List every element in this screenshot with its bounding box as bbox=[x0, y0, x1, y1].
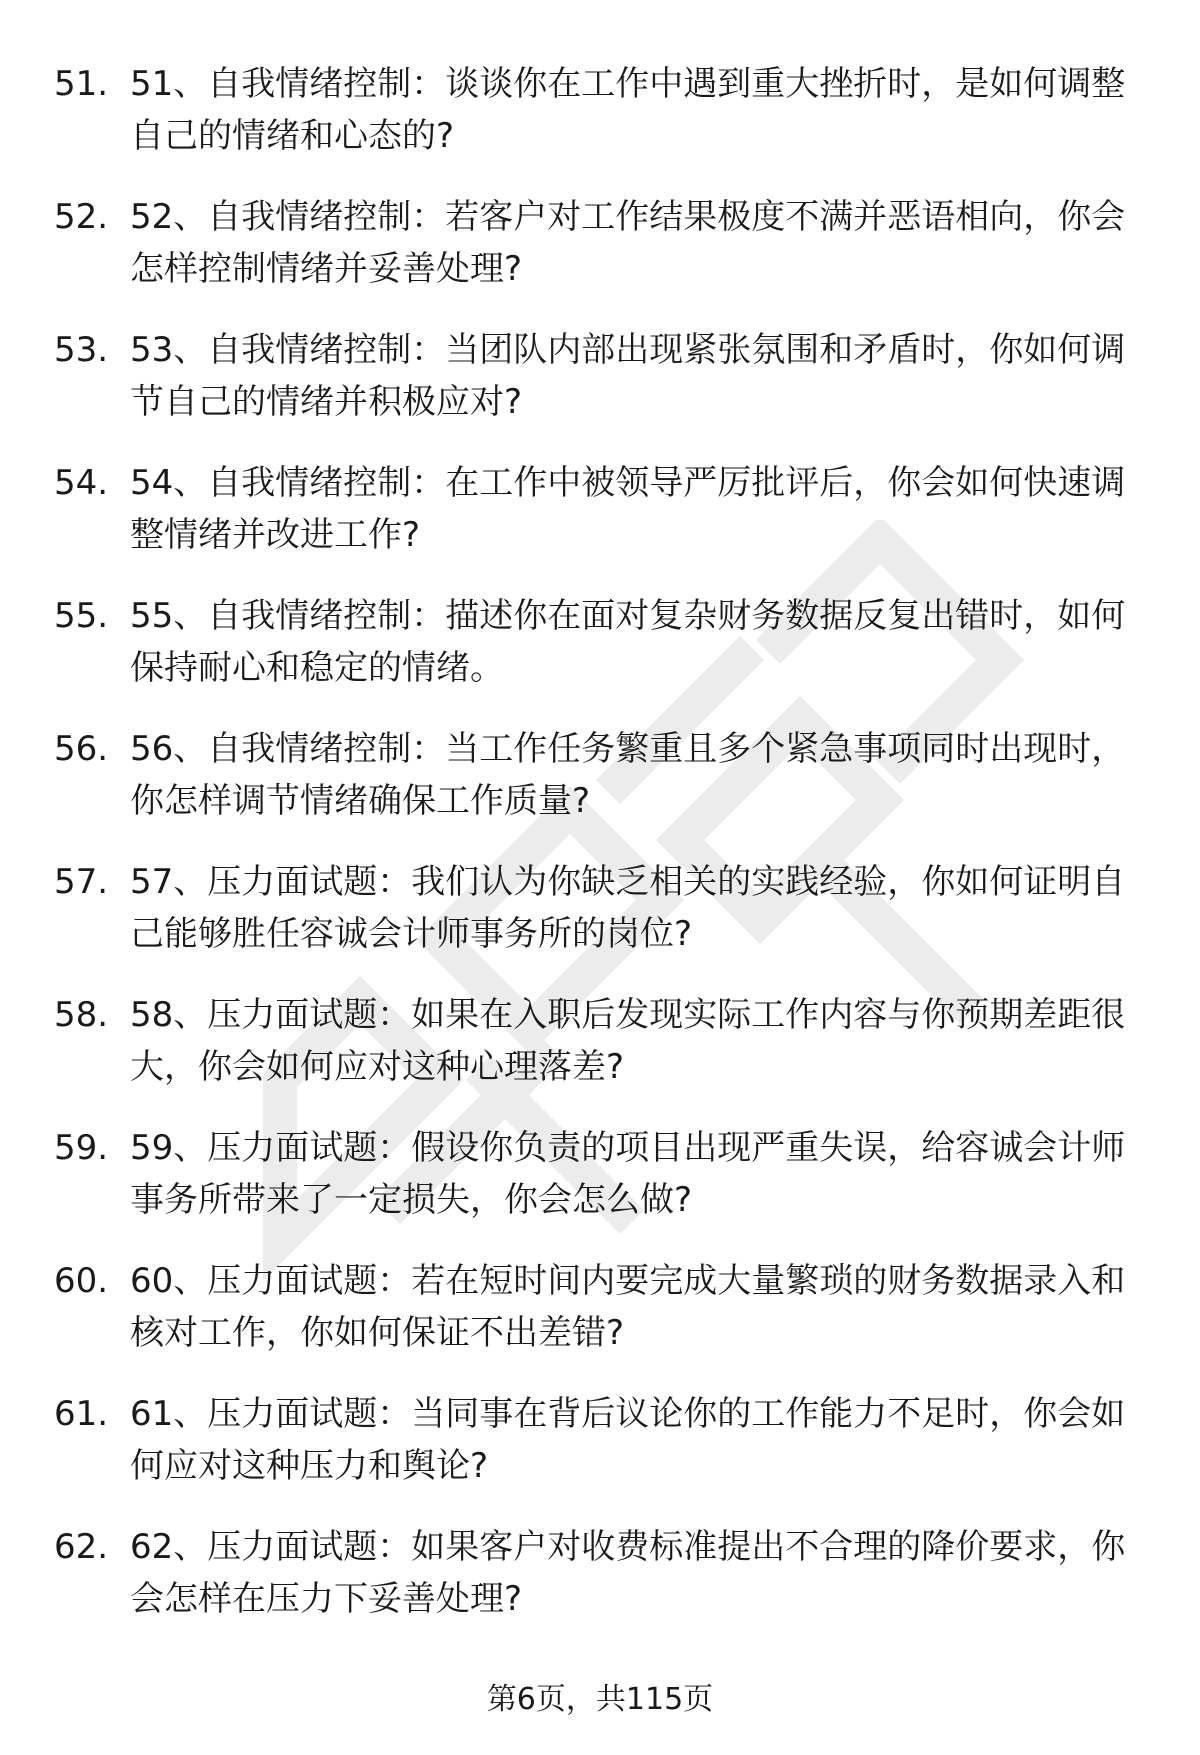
list-item bbox=[0, 1249, 1200, 1382]
question-number: 55. bbox=[54, 596, 109, 636]
question-text: 62、压力面试题：如果客户对收费标准提出不合理的降价要求，你会怎样在压力下妥善处理? bbox=[130, 1527, 1126, 1619]
question-text: 56、自我情绪控制：当工作任务繁重且多个紧急事项同时出现时，你怎样调节情绪确保工作质量? bbox=[130, 729, 1126, 821]
question-text: 51、自我情绪控制：谈谈你在工作中遇到重大挫折时，是如何调整自己的情绪和心态的? bbox=[130, 64, 1126, 156]
page-footer: 第6页，共115页 bbox=[486, 1682, 714, 1717]
question-text: 57、压力面试题：我们认为你缺乏相关的实践经验，你如何证明自己能够胜任容诚会计师事务所的岗位? bbox=[130, 862, 1126, 954]
list-item bbox=[0, 52, 1200, 185]
question-text: 61、压力面试题：当同事在背后议论你的工作能力不足时，你会如何应对这种压力和舆论? bbox=[130, 1394, 1126, 1486]
question-number: 56. bbox=[54, 729, 109, 769]
question-number: 61. bbox=[54, 1394, 109, 1434]
question-number: 53. bbox=[54, 330, 109, 370]
question-list bbox=[0, 52, 1200, 1648]
list-item bbox=[0, 1515, 1200, 1648]
question-number: 59. bbox=[54, 1128, 109, 1168]
list-item bbox=[0, 983, 1200, 1116]
list-item bbox=[0, 451, 1200, 584]
list-item bbox=[0, 850, 1200, 983]
question-text: 53、自我情绪控制：当团队内部出现紧张氛围和矛盾时，你如何调节自己的情绪并积极应对? bbox=[130, 330, 1126, 422]
question-number: 52. bbox=[54, 197, 109, 237]
question-text: 60、压力面试题：若在短时间内要完成大量繁琐的财务数据录入和核对工作，你如何保证不出差错? bbox=[130, 1261, 1126, 1353]
question-number: 58. bbox=[54, 995, 109, 1035]
question-text: 52、自我情绪控制：若客户对工作结果极度不满并恶语相向，你会怎样控制情绪并妥善处理? bbox=[130, 197, 1126, 289]
question-text: 59、压力面试题：假设你负责的项目出现严重失误，给容诚会计师事务所带来了一定损失，你会怎么做? bbox=[130, 1128, 1126, 1220]
question-text: 54、自我情绪控制：在工作中被领导严厉批评后，你会如何快速调整情绪并改进工作? bbox=[130, 463, 1126, 555]
question-number: 60. bbox=[54, 1261, 109, 1301]
list-item bbox=[0, 717, 1200, 850]
list-item bbox=[0, 1382, 1200, 1515]
question-text: 58、压力面试题：如果在入职后发现实际工作内容与你预期差距很大，你会如何应对这种心理落差? bbox=[130, 995, 1126, 1087]
list-item bbox=[0, 584, 1200, 717]
question-number: 57. bbox=[54, 862, 109, 902]
list-item bbox=[0, 318, 1200, 451]
list-item bbox=[0, 185, 1200, 318]
question-number: 62. bbox=[54, 1527, 109, 1567]
question-number: 54. bbox=[54, 463, 109, 503]
question-text: 55、自我情绪控制：描述你在面对复杂财务数据反复出错时，如何保持耐心和稳定的情绪。 bbox=[130, 596, 1126, 688]
list-item bbox=[0, 1116, 1200, 1249]
question-number: 51. bbox=[54, 64, 109, 104]
